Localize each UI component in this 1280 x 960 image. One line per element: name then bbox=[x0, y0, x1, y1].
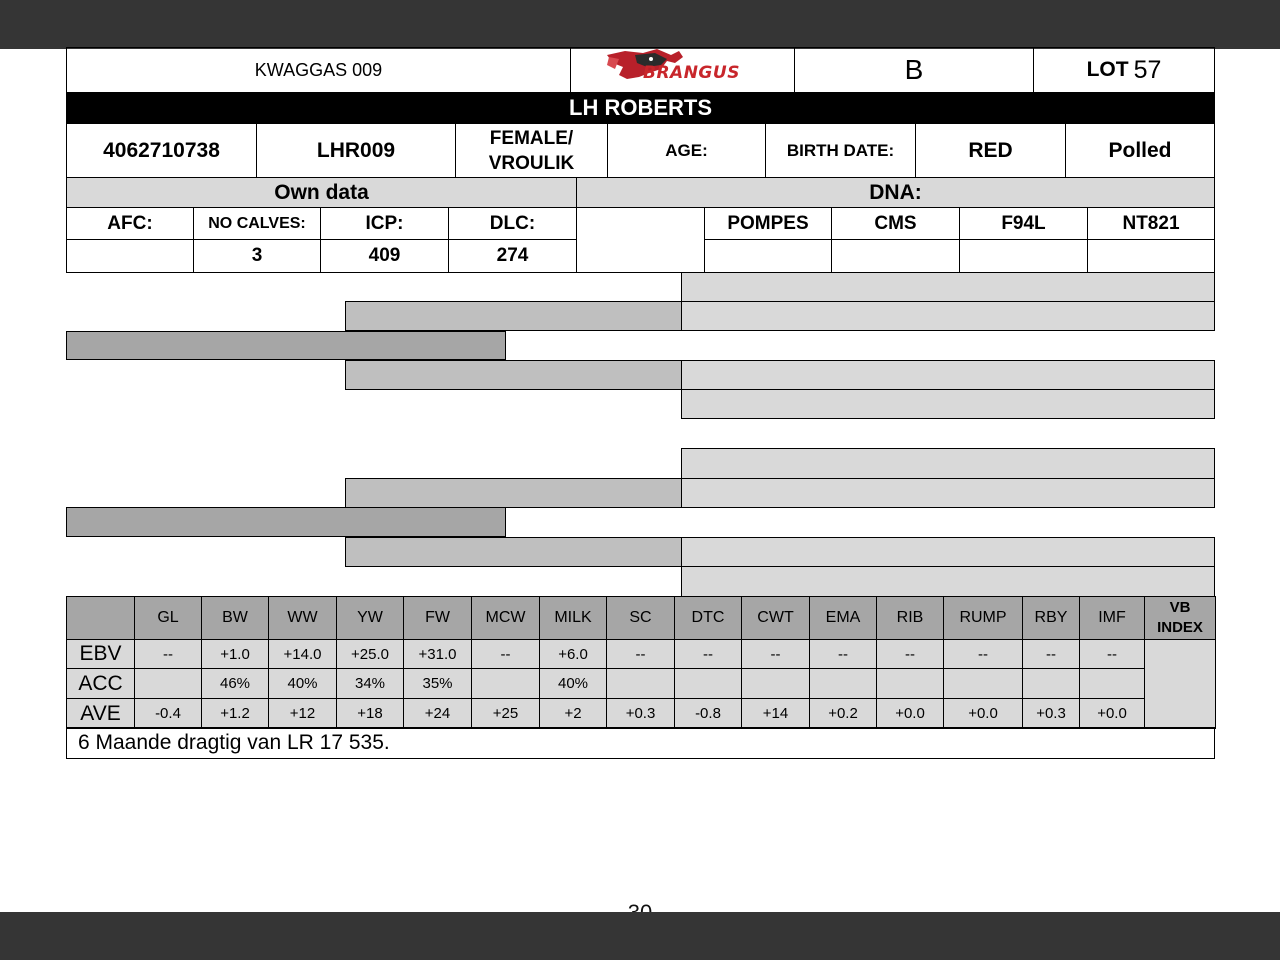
grade-cell bbox=[794, 47, 1034, 93]
ebv-column-header-text: MCW bbox=[485, 609, 526, 626]
own-data-header bbox=[193, 207, 321, 240]
ebv-value-cell bbox=[539, 639, 607, 669]
lot-number: 57 bbox=[1133, 55, 1162, 84]
ebv-value-cell-text: +1.0 bbox=[220, 645, 250, 663]
ebv-value-cell bbox=[1079, 668, 1145, 699]
remarks-cell bbox=[66, 727, 1215, 759]
ebv-value-cell bbox=[336, 639, 404, 669]
own-data-value bbox=[448, 239, 577, 273]
ebv-value-cell bbox=[134, 668, 202, 699]
ebv-value-cell-text: 40% bbox=[557, 675, 589, 692]
ebv-value-cell-text: +0.3 bbox=[625, 705, 656, 722]
ebv-value-cell bbox=[1022, 668, 1080, 699]
ebv-column-header bbox=[606, 596, 675, 640]
ebv-value-cell-text: -0.8 bbox=[695, 705, 721, 722]
ebv-value-cell-text: +18 bbox=[357, 705, 383, 722]
lot-cell bbox=[1033, 47, 1215, 93]
ebv-column-header bbox=[1079, 596, 1145, 640]
id-number-cell bbox=[66, 123, 257, 178]
pedigree-box bbox=[66, 331, 506, 360]
ebv-value-cell bbox=[741, 639, 810, 669]
ebv-value-cell bbox=[268, 698, 337, 729]
pedigree-box bbox=[345, 360, 682, 390]
own-data-header bbox=[66, 207, 194, 240]
pedigree-box bbox=[345, 301, 682, 331]
ebv-value-cell bbox=[674, 639, 742, 669]
ebv-value-cell-text: +31.0 bbox=[418, 645, 457, 663]
ebv-corner-cell bbox=[66, 596, 135, 640]
ebv-value-cell-text: -- bbox=[163, 645, 173, 663]
grade-value: B bbox=[904, 54, 924, 85]
ebv-value-cell bbox=[1022, 698, 1080, 729]
own-data-value bbox=[66, 239, 194, 273]
animal-code: LHR009 bbox=[316, 138, 396, 162]
pedigree-box bbox=[681, 478, 1215, 508]
ebv-column-header-text: IMF bbox=[1098, 609, 1126, 626]
age-cell bbox=[607, 123, 766, 178]
ebv-value-cell bbox=[943, 668, 1023, 699]
sex-value: FEMALE/ VROULIK bbox=[488, 127, 575, 174]
vb-index-value-cell bbox=[1144, 639, 1216, 729]
header-nt821: NT821 bbox=[1122, 212, 1180, 234]
pedigree-box bbox=[681, 360, 1215, 390]
header-f94l: F94L bbox=[1001, 212, 1046, 234]
ebv-value-cell bbox=[403, 668, 472, 699]
ebv-value-cell-text: -- bbox=[838, 645, 848, 663]
ebv-value-cell-text: +0.3 bbox=[1036, 705, 1066, 722]
ebv-column-header bbox=[943, 596, 1023, 640]
ebv-row-label bbox=[66, 639, 135, 669]
vb-index-header-text: VB INDEX bbox=[1157, 599, 1203, 636]
breeder-name: LH ROBERTS bbox=[569, 95, 712, 120]
ebv-value-cell-text: 46% bbox=[219, 675, 251, 692]
header-pompes: POMPES bbox=[727, 212, 809, 234]
ebv-value-cell bbox=[741, 668, 810, 699]
ebv-value-cell-text: +12 bbox=[289, 705, 316, 722]
ebv-column-header-text: FW bbox=[425, 609, 450, 626]
ebv-value-cell-text: +0.2 bbox=[828, 705, 858, 722]
ebv-row-label-text: AVE bbox=[80, 701, 121, 725]
header-cms: CMS bbox=[874, 212, 917, 234]
viewer-top-bar bbox=[0, 0, 1280, 49]
ebv-value-cell bbox=[876, 698, 944, 729]
header-afc: AFC: bbox=[107, 212, 153, 234]
ebv-column-header-text: MILK bbox=[554, 609, 592, 626]
ebv-value-cell-text: +1.2 bbox=[220, 705, 250, 722]
ebv-value-cell-text: +2 bbox=[564, 705, 582, 722]
id-number: 4062710738 bbox=[103, 138, 220, 162]
ebv-value-cell bbox=[674, 698, 742, 729]
dna-value bbox=[959, 239, 1088, 273]
ebv-value-cell-text: -- bbox=[1046, 645, 1056, 663]
ebv-column-header bbox=[403, 596, 472, 640]
ebv-value-cell bbox=[268, 639, 337, 669]
horn-cell bbox=[1065, 123, 1215, 178]
dna-value bbox=[704, 239, 832, 273]
ebv-value-cell bbox=[403, 698, 472, 729]
breeder-bar bbox=[66, 92, 1215, 124]
ebv-value-cell bbox=[1022, 639, 1080, 669]
ebv-column-header-text: YW bbox=[357, 609, 383, 626]
ebv-row-label bbox=[66, 698, 135, 729]
dna-value bbox=[1087, 239, 1215, 273]
pedigree-box bbox=[681, 566, 1215, 597]
header-no-calves: NO CALVES: bbox=[208, 214, 306, 232]
ebv-value-cell-text: -- bbox=[635, 645, 646, 663]
ebv-value-cell bbox=[741, 698, 810, 729]
ebv-value-cell-text: 35% bbox=[422, 675, 453, 692]
ebv-column-header-text: RUMP bbox=[959, 609, 1007, 626]
ebv-value-cell bbox=[809, 639, 877, 669]
ebv-value-cell bbox=[471, 668, 540, 699]
ebv-value-cell bbox=[943, 639, 1023, 669]
age-label: AGE: bbox=[665, 140, 708, 160]
own-data-title-text: Own data bbox=[274, 180, 369, 204]
own-data-value bbox=[193, 239, 321, 273]
dna-header bbox=[831, 207, 960, 240]
ebv-value-cell bbox=[539, 698, 607, 729]
ebv-value-cell bbox=[134, 639, 202, 669]
ebv-value-cell bbox=[268, 668, 337, 699]
ebv-value-cell-text: -- bbox=[703, 645, 713, 663]
ebv-value-cell-text: 34% bbox=[354, 675, 386, 692]
ebv-value-cell-text: -- bbox=[905, 645, 915, 663]
ebv-value-cell bbox=[471, 698, 540, 729]
ebv-value-cell-text: +24 bbox=[424, 705, 451, 722]
ebv-column-header-text: EMA bbox=[825, 609, 861, 626]
animal-name: KWAGGAS 009 bbox=[254, 59, 383, 80]
pedigree-box bbox=[681, 448, 1215, 479]
ebv-column-header bbox=[471, 596, 540, 640]
dna-header bbox=[959, 207, 1088, 240]
pedigree-box bbox=[681, 301, 1215, 331]
ebv-value-cell-text: -- bbox=[770, 645, 781, 663]
own-data-header bbox=[320, 207, 449, 240]
ebv-column-header bbox=[674, 596, 742, 640]
color-value: RED bbox=[968, 138, 1013, 162]
ebv-value-cell-text: +25.0 bbox=[351, 645, 389, 663]
ebv-row-label-text: ACC bbox=[78, 671, 123, 695]
lot-label: LOT bbox=[1086, 58, 1129, 81]
ebv-column-header-text: RBY bbox=[1034, 609, 1068, 626]
birth-date-cell bbox=[765, 123, 916, 178]
header-dlc: DLC: bbox=[489, 212, 536, 234]
vb-index-header bbox=[1144, 596, 1216, 640]
ebv-value-cell-text: -0.4 bbox=[155, 705, 181, 722]
ebv-column-header bbox=[201, 596, 269, 640]
ebv-value-cell bbox=[201, 698, 269, 729]
sex-cell bbox=[455, 123, 608, 178]
ebv-value-cell-text: +14 bbox=[762, 705, 789, 722]
ebv-column-header bbox=[741, 596, 810, 640]
ebv-column-header-text: SC bbox=[629, 609, 652, 626]
own-data-title bbox=[66, 177, 577, 208]
page-number bbox=[600, 896, 680, 912]
ebv-value-cell-text: +0.0 bbox=[895, 705, 925, 722]
value-icp: 409 bbox=[368, 245, 401, 266]
remarks-text: 6 Maande dragtig van LR 17 535. bbox=[78, 731, 390, 754]
ebv-value-cell bbox=[943, 698, 1023, 729]
ebv-value-cell bbox=[1079, 639, 1145, 669]
ebv-value-cell-text: +14.0 bbox=[283, 645, 322, 663]
pedigree-box bbox=[345, 537, 682, 567]
ebv-value-cell-text: 40% bbox=[287, 675, 318, 692]
ebv-value-cell bbox=[336, 668, 404, 699]
ebv-value-cell bbox=[809, 698, 877, 729]
color-cell bbox=[915, 123, 1066, 178]
ebv-value-cell-text: +25 bbox=[492, 705, 519, 722]
ebv-value-cell bbox=[876, 668, 944, 699]
ebv-value-cell bbox=[201, 668, 269, 699]
dna-header bbox=[704, 207, 832, 240]
pedigree-box bbox=[681, 272, 1215, 302]
dna-title bbox=[576, 177, 1215, 208]
ebv-column-header bbox=[268, 596, 337, 640]
brand-name: BRANGUS bbox=[643, 63, 740, 83]
ebv-value-cell bbox=[471, 639, 540, 669]
ebv-value-cell-text: -- bbox=[500, 645, 511, 663]
ebv-column-header-text: GL bbox=[157, 609, 179, 626]
ebv-column-header-text: CWT bbox=[757, 609, 794, 626]
brangus-logo bbox=[605, 49, 755, 87]
ebv-value-cell bbox=[201, 639, 269, 669]
ebv-value-cell bbox=[876, 639, 944, 669]
own-data-header bbox=[448, 207, 577, 240]
ebv-column-header bbox=[539, 596, 607, 640]
ebv-column-header bbox=[809, 596, 877, 640]
horn-value: Polled bbox=[1108, 138, 1172, 162]
ebv-value-cell bbox=[134, 698, 202, 729]
animal-name-cell bbox=[66, 47, 571, 93]
pedigree-box bbox=[345, 478, 682, 508]
pedigree-box bbox=[681, 537, 1215, 567]
dna-header bbox=[1087, 207, 1215, 240]
viewer-bottom-bar bbox=[0, 912, 1280, 960]
ebv-value-cell-text: -- bbox=[978, 645, 988, 663]
ebv-value-cell bbox=[336, 698, 404, 729]
ebv-value-cell bbox=[606, 698, 675, 729]
birth-date-label: BIRTH DATE: bbox=[786, 140, 895, 160]
ebv-column-header bbox=[134, 596, 202, 640]
ebv-value-cell bbox=[403, 639, 472, 669]
ebv-row-label-text: EBV bbox=[79, 642, 122, 665]
ebv-column-header bbox=[876, 596, 944, 640]
ebv-value-cell bbox=[539, 668, 607, 699]
ebv-value-cell bbox=[1079, 698, 1145, 729]
ebv-value-cell-text: +0.0 bbox=[1097, 705, 1127, 722]
animal-code-cell bbox=[256, 123, 456, 178]
ebv-value-cell-text: -- bbox=[1107, 645, 1117, 663]
header-icp: ICP: bbox=[365, 212, 404, 234]
ebv-row-label bbox=[66, 668, 135, 699]
ebv-value-cell bbox=[606, 639, 675, 669]
pedigree-box bbox=[66, 507, 506, 537]
ebv-value-cell bbox=[674, 668, 742, 699]
dna-blank-cell bbox=[576, 207, 705, 273]
ebv-value-cell bbox=[809, 668, 877, 699]
dna-value bbox=[831, 239, 960, 273]
ebv-value-cell-text: +6.0 bbox=[558, 645, 588, 663]
ebv-column-header bbox=[336, 596, 404, 640]
ebv-column-header-text: RIB bbox=[896, 609, 924, 626]
own-data-value bbox=[320, 239, 449, 273]
ebv-column-header-text: DTC bbox=[691, 609, 725, 626]
ebv-value-cell-text: +0.0 bbox=[968, 705, 998, 722]
value-no-calves: 3 bbox=[251, 245, 263, 266]
ebv-column-header-text: BW bbox=[222, 609, 248, 626]
dna-title-text: DNA: bbox=[869, 180, 922, 204]
pedigree-box bbox=[681, 389, 1215, 419]
ebv-value-cell bbox=[606, 668, 675, 699]
ebv-column-header-text: WW bbox=[287, 609, 318, 626]
ebv-column-header bbox=[1022, 596, 1080, 640]
value-dlc: 274 bbox=[496, 245, 529, 266]
